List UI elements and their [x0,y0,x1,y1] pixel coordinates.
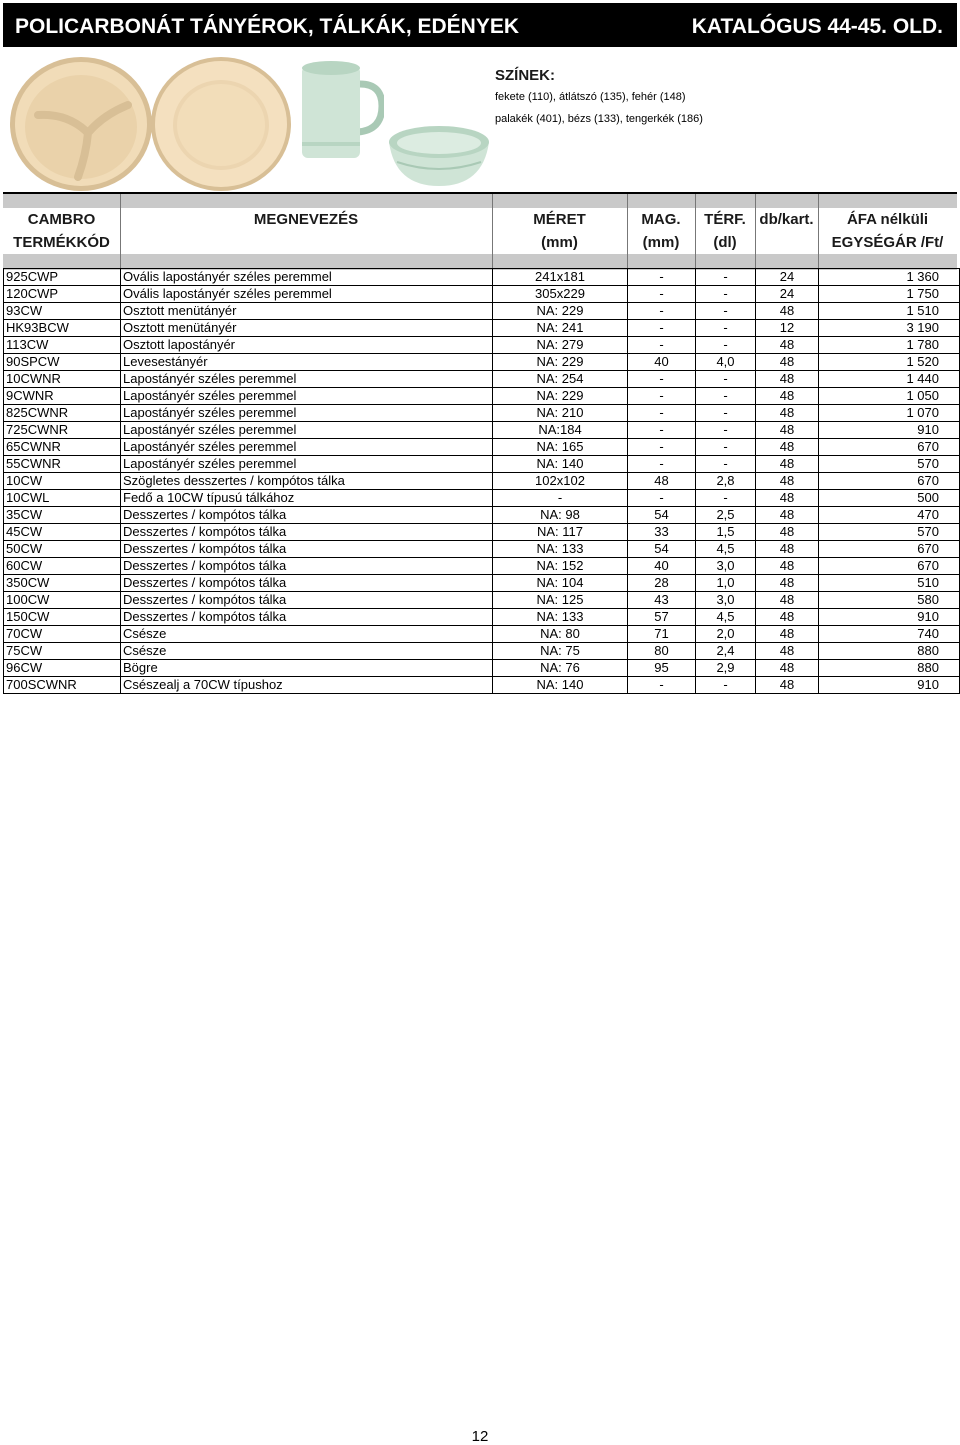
cell-name: Desszertes / kompótos tálka [121,575,493,592]
cell-per-box: 48 [756,405,819,422]
cell-name: Lapostányér széles peremmel [121,422,493,439]
cell-name: Szögletes desszertes / kompótos tálka [121,473,493,490]
cell-price: 570 [819,456,960,473]
cell-size: NA: 140 [493,677,628,694]
cell-height: - [628,490,696,507]
cell-size: 102x102 [493,473,628,490]
table-row [4,473,960,490]
cell-size: NA: 75 [493,643,628,660]
cell-volume: 2,0 [696,626,756,643]
header-divider [120,194,121,270]
cell-height: 80 [628,643,696,660]
cell-code: 96CW [4,660,121,677]
cell-name: Csésze [121,643,493,660]
cell-code: HK93BCW [4,320,121,337]
cell-per-box: 48 [756,677,819,694]
cell-code: 70CW [4,626,121,643]
table-row [4,286,960,303]
catalog-reference: KATALÓGUS 44-45. OLD. [691,15,943,38]
cell-volume: 2,8 [696,473,756,490]
table-row [4,405,960,422]
cell-size: NA: 133 [493,541,628,558]
table-row [4,320,960,337]
cell-volume: - [696,422,756,439]
cell-per-box: 48 [756,303,819,320]
header-size: MÉRET (mm) [533,211,586,251]
cell-code: 120CWP [4,286,121,303]
header-per-box: db/kart. [759,211,814,228]
cell-price: 1 360 [819,269,960,286]
cell-size: 305x229 [493,286,628,303]
cell-name: Lapostányér széles peremmel [121,371,493,388]
cell-code: 9CWNR [4,388,121,405]
cell-volume: 2,4 [696,643,756,660]
cell-name: Desszertes / kompótos tálka [121,541,493,558]
cell-height: 57 [628,609,696,626]
cell-name: Osztott lapostányér [121,337,493,354]
cell-price: 580 [819,592,960,609]
cell-name: Lapostányér széles peremmel [121,388,493,405]
cell-name: Desszertes / kompótos tálka [121,558,493,575]
cell-size: NA: 229 [493,354,628,371]
cell-per-box: 24 [756,269,819,286]
cell-volume: 3,0 [696,592,756,609]
cell-size: NA: 76 [493,660,628,677]
table-row [4,269,960,286]
header-height: MAG. (mm) [641,211,681,251]
cell-height: 33 [628,524,696,541]
header-divider [755,194,756,270]
cell-size: NA: 104 [493,575,628,592]
cell-price: 510 [819,575,960,592]
cell-price: 570 [819,524,960,541]
cell-size: NA: 133 [493,609,628,626]
cell-name: Ovális lapostányér széles peremmel [121,269,493,286]
cell-price: 1 780 [819,337,960,354]
table-row [4,592,960,609]
cell-per-box: 48 [756,354,819,371]
cell-height: - [628,286,696,303]
cell-price: 670 [819,473,960,490]
cell-per-box: 48 [756,592,819,609]
cell-size: NA: 241 [493,320,628,337]
cell-volume: - [696,371,756,388]
cell-code: 113CW [4,337,121,354]
cell-price: 670 [819,541,960,558]
table-row [4,303,960,320]
cell-volume: - [696,337,756,354]
divided-plate-image [8,55,154,193]
cell-code: 60CW [4,558,121,575]
cell-volume: - [696,388,756,405]
cell-height: - [628,320,696,337]
table-row [4,541,960,558]
cell-size: NA: 125 [493,592,628,609]
cell-price: 3 190 [819,320,960,337]
cell-name: Lapostányér széles peremmel [121,405,493,422]
cell-per-box: 48 [756,541,819,558]
cell-height: 40 [628,558,696,575]
cell-height: 48 [628,473,696,490]
cell-height: - [628,456,696,473]
cell-size: NA: 152 [493,558,628,575]
cell-size: NA: 165 [493,439,628,456]
table-row [4,371,960,388]
cell-size: - [493,490,628,507]
cell-volume: - [696,303,756,320]
cell-price: 880 [819,643,960,660]
cell-per-box: 24 [756,286,819,303]
cell-name: Csészealj a 70CW típushoz [121,677,493,694]
cell-volume: - [696,405,756,422]
table-header [3,192,957,270]
cell-price: 740 [819,626,960,643]
cell-code: 75CW [4,643,121,660]
cell-height: 54 [628,541,696,558]
cell-code: 35CW [4,507,121,524]
cell-code: 725CWNR [4,422,121,439]
cell-per-box: 48 [756,473,819,490]
cell-size: NA: 117 [493,524,628,541]
cell-height: 71 [628,626,696,643]
cell-size: NA: 80 [493,626,628,643]
cell-height: 28 [628,575,696,592]
header-divider [695,194,696,270]
cell-price: 500 [819,490,960,507]
cell-price: 1 440 [819,371,960,388]
cell-code: 55CWNR [4,456,121,473]
cell-size: NA: 98 [493,507,628,524]
table-row [4,354,960,371]
table-row [4,660,960,677]
cell-size: NA: 229 [493,388,628,405]
cell-size: 241x181 [493,269,628,286]
table-row [4,609,960,626]
cell-height: - [628,439,696,456]
cell-name: Desszertes / kompótos tálka [121,507,493,524]
cell-code: 50CW [4,541,121,558]
cell-name: Bögre [121,660,493,677]
cell-per-box: 48 [756,490,819,507]
table-row [4,337,960,354]
cell-price: 910 [819,422,960,439]
cell-per-box: 48 [756,439,819,456]
cell-per-box: 48 [756,660,819,677]
cell-volume: - [696,269,756,286]
header-divider [818,194,819,270]
cell-height: 54 [628,507,696,524]
table-row [4,677,960,694]
cell-price: 670 [819,558,960,575]
table-row [4,558,960,575]
cell-per-box: 48 [756,524,819,541]
cell-name: Levesestányér [121,354,493,371]
cell-height: - [628,388,696,405]
cell-price: 1 750 [819,286,960,303]
cell-per-box: 48 [756,388,819,405]
cell-volume: - [696,439,756,456]
cell-height: 43 [628,592,696,609]
cell-price: 670 [819,439,960,456]
cell-volume: 4,0 [696,354,756,371]
plate-image [150,55,293,193]
cell-per-box: 48 [756,507,819,524]
cell-per-box: 48 [756,337,819,354]
product-table-body [4,269,960,694]
table-row [4,490,960,507]
cell-size: NA: 140 [493,456,628,473]
header-divider [492,194,493,270]
cell-height: - [628,405,696,422]
cell-name: Desszertes / kompótos tálka [121,524,493,541]
cell-volume: 4,5 [696,609,756,626]
cell-volume: 1,5 [696,524,756,541]
table-row [4,388,960,405]
cell-price: 470 [819,507,960,524]
table-row [4,643,960,660]
cell-code: 93CW [4,303,121,320]
cell-height: - [628,303,696,320]
cell-volume: 1,0 [696,575,756,592]
cell-code: 65CWNR [4,439,121,456]
cell-height: 40 [628,354,696,371]
cell-volume: - [696,286,756,303]
cell-volume: 2,9 [696,660,756,677]
table-row [4,456,960,473]
cell-name: Desszertes / kompótos tálka [121,609,493,626]
cell-price: 1 520 [819,354,960,371]
cell-name: Ovális lapostányér széles peremmel [121,286,493,303]
bowl-image [385,120,493,190]
product-table [3,268,960,694]
header-price: ÁFA nélküli EGYSÉGÁR /Ft/ [831,211,944,251]
cell-volume: 3,0 [696,558,756,575]
cell-name: Fedő a 10CW típusú tálkához [121,490,493,507]
cell-price: 880 [819,660,960,677]
colors-line-2: palakék (401), bézs (133), tengerkék (186) [495,113,703,125]
header-code: CAMBRO TERMÉKKÓD [13,211,110,251]
cell-volume: - [696,320,756,337]
cell-size: NA: 279 [493,337,628,354]
table-row [4,524,960,541]
cell-per-box: 48 [756,456,819,473]
cell-name: Desszertes / kompótos tálka [121,592,493,609]
header-name: MEGNEVEZÉS [253,211,359,228]
cell-code: 150CW [4,609,121,626]
cell-height: - [628,371,696,388]
table-row [4,575,960,592]
cell-name: Lapostányér széles peremmel [121,456,493,473]
cell-code: 700SCWNR [4,677,121,694]
cell-per-box: 48 [756,558,819,575]
colors-heading: SZÍNEK: [495,67,555,84]
cell-size: NA: 254 [493,371,628,388]
cell-price: 1 510 [819,303,960,320]
cell-volume: - [696,456,756,473]
cell-height: - [628,269,696,286]
colors-info [495,66,703,130]
cell-per-box: 48 [756,609,819,626]
cell-code: 10CWL [4,490,121,507]
colors-line-1: fekete (110), átlátszó (135), fehér (148) [495,91,686,103]
cell-name: Osztott menütányér [121,320,493,337]
cell-per-box: 48 [756,643,819,660]
cell-price: 910 [819,609,960,626]
title-bar [3,3,957,47]
page-title: POLICARBONÁT TÁNYÉROK, TÁLKÁK, EDÉNYEK [15,15,520,38]
cell-size: NA: 210 [493,405,628,422]
cell-height: - [628,337,696,354]
cell-volume: - [696,677,756,694]
cell-size: NA: 229 [493,303,628,320]
cell-code: 10CW [4,473,121,490]
cell-name: Osztott menütányér [121,303,493,320]
header-strip-top [3,194,957,208]
cell-per-box: 48 [756,371,819,388]
table-row [4,626,960,643]
cell-code: 10CWNR [4,371,121,388]
cell-code: 90SPCW [4,354,121,371]
cell-height: 95 [628,660,696,677]
cell-per-box: 48 [756,626,819,643]
cell-height: - [628,677,696,694]
cell-price: 1 050 [819,388,960,405]
cell-volume: 2,5 [696,507,756,524]
cell-size: NA:184 [493,422,628,439]
cell-code: 350CW [4,575,121,592]
table-row [4,507,960,524]
cell-code: 925CWP [4,269,121,286]
page-number: 12 [471,1428,489,1445]
cell-code: 825CWNR [4,405,121,422]
cell-code: 100CW [4,592,121,609]
cell-height: - [628,422,696,439]
cell-name: Lapostányér széles peremmel [121,439,493,456]
cell-per-box: 48 [756,575,819,592]
table-row [4,439,960,456]
cell-volume: - [696,490,756,507]
header-volume: TÉRF. (dl) [704,211,746,251]
cell-volume: 4,5 [696,541,756,558]
cell-per-box: 12 [756,320,819,337]
cell-per-box: 48 [756,422,819,439]
cell-code: 45CW [4,524,121,541]
header-divider [627,194,628,270]
cell-price: 910 [819,677,960,694]
cell-name: Csésze [121,626,493,643]
cell-price: 1 070 [819,405,960,422]
mug-image [298,58,384,162]
table-row [4,422,960,439]
